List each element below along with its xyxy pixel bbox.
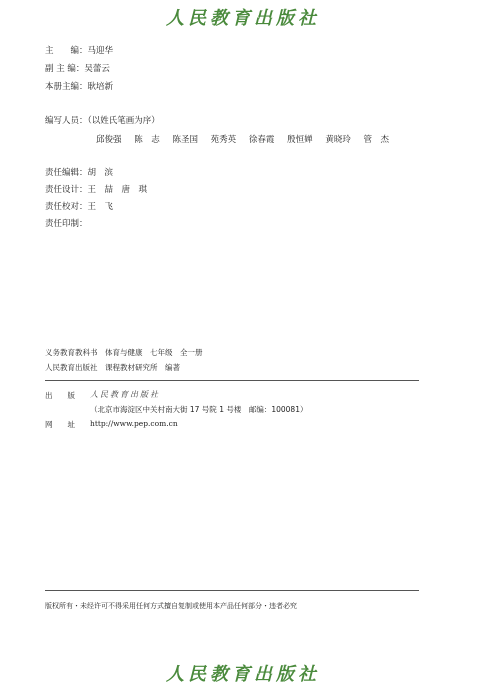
volume-editor: 本册主编：耿培新: [45, 82, 114, 92]
publisher-logo-bottom: 人民教育出版社: [166, 664, 320, 685]
publisher-logo-top: 人民教育出版社: [166, 8, 320, 29]
divider-top: [45, 380, 419, 381]
compiler-line: 人民教育出版社 课程教材研究所 编著: [45, 363, 180, 372]
author-name: 管 杰: [363, 135, 390, 145]
chief-editor: 主 编：马迎华: [45, 46, 114, 56]
publisher-address: （北京市海淀区中关村南大街 17 号院 1 号楼 邮编：100081）: [90, 405, 308, 414]
author-name: 邱俊强: [96, 135, 122, 145]
responsible-editor: 责任编辑：胡 滨: [45, 168, 114, 178]
publisher-label: 出 版: [45, 391, 75, 400]
publisher-logo-small: 人民教育出版社: [90, 390, 160, 399]
authors-label: 编写人员：（以姓氏笔画为序）: [45, 116, 160, 126]
website-link[interactable]: http://www.pep.com.cn: [90, 419, 178, 428]
author-name: 陈 志: [134, 135, 160, 145]
author-name: 陈圣国: [172, 135, 198, 145]
author-name: 徐春霞: [248, 135, 275, 145]
book-title-line: 义务教育教科书 体育与健康 七年级 全一册: [45, 348, 203, 357]
website-label: 网 址: [45, 420, 75, 429]
responsible-print: 责任印制：: [45, 219, 88, 229]
author-list: [96, 133, 399, 145]
copyright-notice: 版权所有・未经许可不得采用任何方式擅自复制或使用本产品任何部分・违者必究: [45, 602, 297, 610]
divider-bottom: [45, 590, 419, 591]
responsible-proof: 责任校对：王 飞: [45, 202, 114, 212]
deputy-editor: 副 主 编：吴蕾云: [45, 64, 110, 74]
author-name: 苑秀英: [210, 135, 237, 145]
author-name: 殷恒婵: [287, 135, 313, 145]
responsible-design: 责任设计：王 喆 唐 琪: [45, 185, 148, 195]
author-name: 黄晓玲: [325, 135, 351, 145]
